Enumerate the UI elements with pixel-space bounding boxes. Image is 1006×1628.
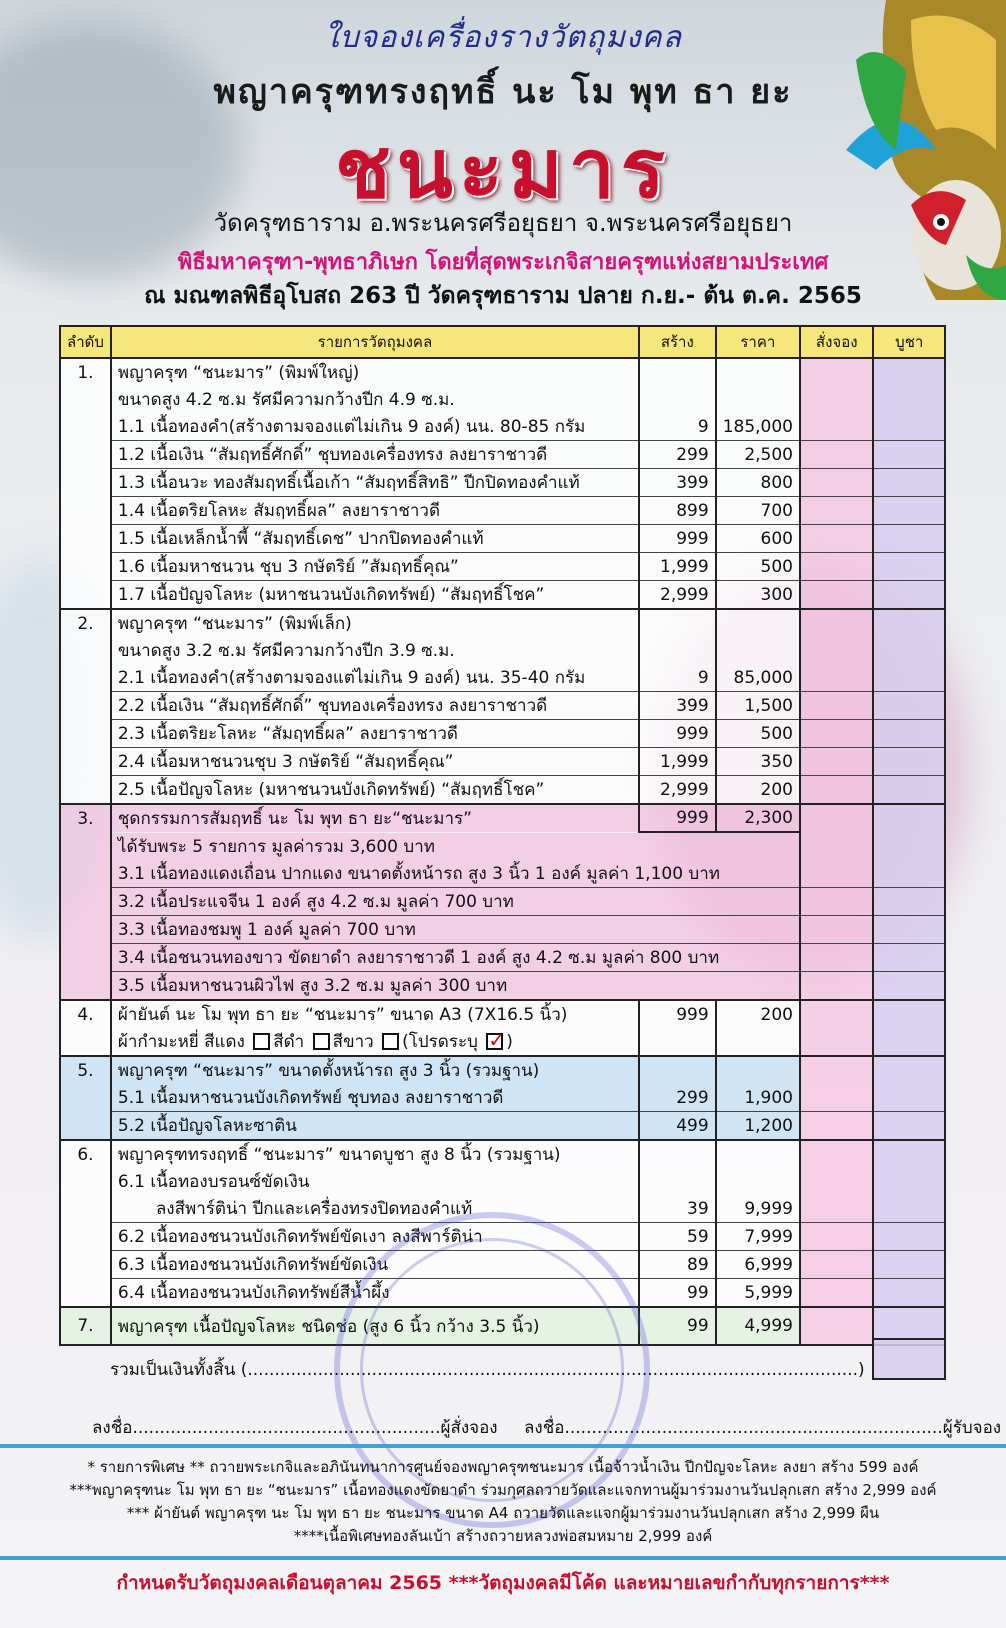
item-price: 85,000 (716, 664, 800, 692)
order-cell[interactable] (800, 441, 873, 469)
item-label: 3.3 เนื้อทองชมพู 1 องค์ มูลค่า 700 บาท (111, 916, 800, 944)
item-label: 2.5 เนื้อปัญจโลหะ (มหาชนวนบังเกิดทรัพย์) “สัมฤทธิ์โชค” (111, 776, 639, 805)
item-qty: 399 (639, 469, 716, 497)
table-row (60, 413, 945, 441)
table-row (60, 888, 945, 916)
puja-cell[interactable] (873, 413, 945, 441)
item-price: 185,000 (716, 413, 800, 441)
item-price: 350 (716, 748, 800, 776)
table-row (60, 916, 945, 944)
item-qty: 2,999 (639, 776, 716, 805)
puja-cell[interactable] (873, 832, 945, 860)
table-row (60, 944, 945, 972)
order-cell[interactable] (800, 776, 873, 805)
item-price: 7,999 (716, 1223, 800, 1251)
deadline-text: กำหนดรับวัตถุมงคลเดือนตุลาคม 2565 ***วัตถุมงคลมีโค้ด และหมายเลขกำกับทุกรายการ*** (116, 1572, 890, 1594)
table-row (60, 832, 945, 860)
item-price: 200 (716, 776, 800, 805)
order-cell[interactable] (800, 1307, 873, 1345)
order-cell[interactable] (800, 664, 873, 692)
item-label: 6.4 เนื้อทองชนวนบังเกิดทรัพย์สีน้ำผึ้ง (111, 1279, 639, 1308)
section-title: พญาครุฑทรงฤทธิ์ “ชนะมาร” ขนาดบูชา สูง 8 นิ้ว (รวมฐาน) (111, 1140, 639, 1168)
puja-cell[interactable] (873, 692, 945, 720)
puja-cell[interactable] (873, 1140, 945, 1168)
item-qty: 399 (639, 692, 716, 720)
item-label: 1.4 เนื้อตริยโลหะ สัมฤทธิ์ผล” ลงยาราชาวดี (111, 497, 639, 525)
section-number: 5. (60, 1056, 111, 1084)
checkbox-red[interactable] (253, 1033, 270, 1050)
table-row (60, 692, 945, 720)
note-line: ****เนื้อพิเศษทองลันเบ้า สร้างถวายหลวงพ่อสมหมาย 2,999 องค์ (293, 1527, 713, 1545)
table-row (60, 664, 945, 692)
puja-cell[interactable] (873, 497, 945, 525)
puja-cell[interactable] (873, 776, 945, 805)
order-cell[interactable] (800, 804, 873, 832)
puja-cell[interactable] (873, 1056, 945, 1084)
puja-cell[interactable] (873, 525, 945, 553)
item-price: 2,300 (716, 804, 800, 832)
item-qty: 99 (639, 1307, 716, 1345)
table-row (60, 972, 945, 1001)
puja-cell[interactable] (873, 888, 945, 916)
section-title: พญาครุฑ “ชนะมาร” ขนาดตั้งหน้ารถ สูง 3 นิ้ว (รวมฐาน) (111, 1056, 639, 1084)
puja-cell[interactable] (873, 1028, 945, 1056)
item-label: 5.1 เนื้อมหาชนวนบังเกิดทรัพย์ ชุบทอง ลงยาราชาวดี (111, 1084, 639, 1112)
header-subtitle: ใบจองเครื่องรางวัตถุมงคล (323, 20, 682, 55)
item-qty: 1,999 (639, 748, 716, 776)
table-row (60, 776, 945, 805)
puja-cell[interactable] (873, 1279, 945, 1308)
divider-line (0, 1444, 1006, 1448)
table-row (60, 609, 945, 637)
item-qty: 99 (639, 1279, 716, 1308)
order-cell[interactable] (800, 1279, 873, 1308)
puja-cell[interactable] (873, 664, 945, 692)
order-cell[interactable] (800, 1140, 873, 1168)
puja-cell[interactable] (873, 553, 945, 581)
section-title: ผ้ายันต์ นะ โม พุท ธา ยะ “ชนะมาร” ขนาด A3 (7X16.5 นิ้ว) (111, 1000, 639, 1028)
item-label: 3.4 เนื้อชนวนทองขาว ขัดยาดำ ลงยาราชาวดี 1 องค์ สูง 4.2 ซ.ม มูลค่า 800 บาท (111, 944, 800, 972)
order-cell[interactable] (800, 525, 873, 553)
garuda-statue-image (816, 0, 1006, 310)
puja-cell[interactable] (873, 972, 945, 1001)
option-note-label: (โปรดระบุ (402, 1032, 478, 1052)
item-qty: 299 (639, 1084, 716, 1112)
item-label: 1.1 เนื้อทองคำ(สร้างตามจองแต่ไม่เกิน 9 องค์) นน. 80-85 กรัม (111, 413, 639, 441)
option-black-label: สีดำ (273, 1032, 305, 1052)
item-qty: 59 (639, 1223, 716, 1251)
total-amount-label: รวมเป็นเงินทั้งสิ้น (.................................................................................................................) (110, 1360, 865, 1380)
item-price: 4,999 (716, 1307, 800, 1345)
item-label: 1.2 เนื้อเงิน “สัมฤทธิ์ศักดิ์” ชุบทองเครื่องทรง ลงยาราชาวดี (111, 441, 639, 469)
table-header-row (60, 326, 945, 358)
table-row (60, 469, 945, 497)
notes-block (0, 1456, 1006, 1548)
order-cell[interactable] (800, 720, 873, 748)
item-label: 2.2 เนื้อเงิน “สัมฤทธิ์ศักดิ์” ชุบทองเครื่องทรง ลงยาราชาวดี (111, 692, 639, 720)
item-qty: 999 (639, 1000, 716, 1028)
order-cell[interactable] (800, 944, 873, 972)
item-qty: 499 (639, 1112, 716, 1141)
item-price: 1,200 (716, 1112, 800, 1141)
col-header-qty: สร้าง (639, 326, 716, 358)
header-title-line: พญาครุฑทรงฤทธิ์ นะ โม พุท ธา ยะ (213, 72, 793, 112)
section-number: 4. (60, 1000, 111, 1028)
item-price: 9,999 (716, 1195, 800, 1223)
order-cell[interactable] (800, 832, 873, 860)
item-price: 1,500 (716, 692, 800, 720)
section-size: ขนาดสูง 3.2 ซ.ม รัศมีความกว้างปีก 3.9 ซ.ม. (111, 637, 639, 664)
item-label: 6.1 เนื้อทองบรอนซ์ขัดเงิน (111, 1168, 639, 1195)
divider-line (0, 1556, 1006, 1560)
venue-text: ณ มณฑลพิธีอุโบสถ 263 ปี วัดครุฑธาราม ปลาย ก.ย.- ต้น ต.ค. 2565 (144, 283, 862, 309)
item-label: 1.5 เนื้อเหล็กน้ำพี้ “สัมฤทธิ์เดช” ปากปิดทองคำแท้ (111, 525, 639, 553)
col-header-order: สั่งจอง (800, 326, 873, 358)
item-qty: 9 (639, 413, 716, 441)
receiver-signature[interactable]: ลงชื่อ......................................................................ผู้รับจอง (524, 1418, 1002, 1438)
section-number: 1. (60, 358, 111, 386)
puja-cell[interactable] (873, 1251, 945, 1279)
order-cell[interactable] (800, 916, 873, 944)
order-cell[interactable] (800, 581, 873, 610)
order-cell[interactable] (800, 609, 873, 637)
item-label: 6.2 เนื้อทองชนวนบังเกิดทรัพย์ขัดเงา ลงสีพาร์ติน่า (111, 1223, 639, 1251)
table-row (60, 1168, 945, 1195)
item-label: 2.3 เนื้อตริยะโลหะ “สัมฤทธิ์ผล” ลงยาราชาวดี (111, 720, 639, 748)
table-row (60, 441, 945, 469)
order-cell[interactable] (800, 386, 873, 413)
puja-cell[interactable] (873, 637, 945, 664)
puja-cell[interactable] (873, 720, 945, 748)
order-cell[interactable] (800, 413, 873, 441)
item-qty: 299 (639, 441, 716, 469)
puja-cell[interactable] (873, 1000, 945, 1028)
item-label: 1.6 เนื้อมหาชนวน ชุบ 3 กษัตริย์ ”สัมฤทธิ์คุณ” (111, 553, 639, 581)
table-row (60, 525, 945, 553)
puja-cell[interactable] (873, 581, 945, 610)
item-qty: 9 (639, 664, 716, 692)
puja-cell[interactable] (873, 609, 945, 637)
item-price: 6,999 (716, 1251, 800, 1279)
color-options (111, 1028, 639, 1056)
option-end: ) (506, 1032, 513, 1052)
item-label: 3.5 เนื้อมหาชนวนผิวไฟ สูง 3.2 ซ.ม มูลค่า 300 บาท (111, 972, 800, 1001)
item-label: 6.3 เนื้อทองชนวนบังเกิดทรัพย์ขัดเงิน (111, 1251, 639, 1279)
puja-cell[interactable] (873, 804, 945, 832)
table-row (60, 497, 945, 525)
item-qty: 39 (639, 1195, 716, 1223)
item-qty: 999 (639, 804, 716, 832)
checkbox-white[interactable] (382, 1033, 399, 1050)
puja-cell[interactable] (873, 1195, 945, 1223)
option-prefix: ผ้ากำมะหยี่ สีแดง (117, 1032, 245, 1052)
order-cell[interactable] (800, 888, 873, 916)
puja-cell[interactable] (873, 916, 945, 944)
order-cell[interactable] (800, 1084, 873, 1112)
col-header-no: ลำดับ (60, 326, 111, 358)
table-row (60, 358, 945, 386)
puja-cell[interactable] (873, 1223, 945, 1251)
table-row (60, 1084, 945, 1112)
puja-cell[interactable] (873, 469, 945, 497)
section-title: พญาครุฑ “ชนะมาร” (พิมพ์เล็ก) (111, 609, 639, 637)
col-header-price: ราคา (716, 326, 800, 358)
note-line: ***พญาครุฑนะ โม พุท ธา ยะ “ชนะมาร” เนื้อทองแดงขัดยาดำ ร่วมกุศลถวายวัดและแจกทานผู้มาร่วมงานวันปลุกเสก สร้าง 2,999 องค์ (69, 1481, 937, 1499)
item-price: 5,999 (716, 1279, 800, 1308)
item-label: 1.3 เนื้อนวะ ทองสัมฤทธิ์เนื้อเก้า “สัมฤทธิ์สิทธิ” ปีกปิดทองคำแท้ (111, 469, 639, 497)
order-cell[interactable] (800, 1028, 873, 1056)
order-cell[interactable] (800, 1000, 873, 1028)
main-title: ชนะมาร (335, 121, 671, 217)
puja-cell[interactable] (873, 386, 945, 413)
section-number: 6. (60, 1140, 111, 1168)
table-row (60, 1112, 945, 1141)
order-cell[interactable] (800, 1168, 873, 1195)
order-cell[interactable] (800, 358, 873, 386)
order-cell[interactable] (800, 1112, 873, 1141)
item-qty: 1,999 (639, 553, 716, 581)
checkbox-specify[interactable] (486, 1033, 503, 1050)
section-subtitle: ได้รับพระ 5 รายการ มูลค่ารวม 3,600 บาท (111, 832, 800, 860)
order-cell[interactable] (800, 637, 873, 664)
item-price: 800 (716, 469, 800, 497)
order-cell[interactable] (800, 748, 873, 776)
order-cell[interactable] (800, 1056, 873, 1084)
table-row (60, 386, 945, 413)
col-header-item: รายการวัตถุมงคล (111, 326, 639, 358)
item-qty: 89 (639, 1251, 716, 1279)
item-qty: 2,999 (639, 581, 716, 610)
item-label: 2.4 เนื้อมหาชนวนชุบ 3 กษัตริย์ “สัมฤทธิ์คุณ” (111, 748, 639, 776)
item-qty: 999 (639, 720, 716, 748)
section-size: ขนาดสูง 4.2 ซ.ม รัศมีความกว้างปีก 4.9 ซ.ม. (111, 386, 639, 413)
item-price: 2,500 (716, 441, 800, 469)
order-cell[interactable] (800, 860, 873, 888)
table-row (60, 748, 945, 776)
section-title: ชุดกรรมการสัมฤทธิ์ นะ โม พุท ธา ยะ“ชนะมาร” (111, 804, 639, 832)
section-title: พญาครุฑ เนื้อปัญจโลหะ ชนิดช่อ (สูง 6 นิ้ว กว้าง 3.5 นิ้ว) (111, 1307, 639, 1345)
puja-cell[interactable] (873, 1084, 945, 1112)
table-row (60, 860, 945, 888)
col-header-puja: บูชา (873, 326, 945, 358)
option-white-label: สีขาว (332, 1032, 374, 1052)
orderer-signature[interactable]: ลงชื่อ.........................................................ผู้สั่งจอง (92, 1418, 498, 1438)
item-label: ลงสีพาร์ติน่า ปีกและเครื่องทรงปิดทองคำแท้ (111, 1195, 639, 1223)
section-number: 2. (60, 609, 111, 637)
order-table (59, 325, 946, 1346)
puja-cell[interactable] (873, 860, 945, 888)
order-cell[interactable] (800, 1195, 873, 1223)
order-cell[interactable] (800, 1223, 873, 1251)
table-row (60, 1028, 945, 1056)
item-price: 300 (716, 581, 800, 610)
table-row (60, 553, 945, 581)
puja-cell[interactable] (873, 944, 945, 972)
order-cell[interactable] (800, 972, 873, 1001)
item-qty: 999 (639, 525, 716, 553)
table-row (60, 1056, 945, 1084)
puja-cell[interactable] (873, 748, 945, 776)
note-line: * รายการพิเศษ ** ถวายพระเกจิและอภินันทนาการศูนย์จองพญาครุฑชนะมาร เนื้อจ้าวน้ำเงิน ปีกปัญจะโลหะ ลงยา สร้าง 599 องค์ (87, 1458, 919, 1476)
order-cell[interactable] (800, 469, 873, 497)
order-cell[interactable] (800, 1251, 873, 1279)
item-label: 3.2 เนื้อประแจจีน 1 องค์ สูง 4.2 ซ.ม มูลค่า 700 บาท (111, 888, 800, 916)
checkbox-black[interactable] (313, 1033, 330, 1050)
table-row (60, 581, 945, 610)
puja-cell[interactable] (873, 1168, 945, 1195)
item-label: 2.1 เนื้อทองคำ(สร้างตามจองแต่ไม่เกิน 9 องค์) นน. 35-40 กรัม (111, 664, 639, 692)
puja-cell[interactable] (873, 1112, 945, 1141)
item-label: 1.7 เนื้อปัญจโลหะ (มหาชนวนบังเกิดทรัพย์) “สัมฤทธิ์โชค” (111, 581, 639, 610)
order-cell[interactable] (800, 497, 873, 525)
item-qty: 899 (639, 497, 716, 525)
section-number: 3. (60, 804, 111, 832)
item-price: 600 (716, 525, 800, 553)
table-row (60, 637, 945, 664)
order-cell[interactable] (800, 692, 873, 720)
item-price: 500 (716, 553, 800, 581)
item-price: 500 (716, 720, 800, 748)
order-cell[interactable] (800, 553, 873, 581)
item-price: 1,900 (716, 1084, 800, 1112)
section-title: พญาครุฑ “ชนะมาร” (พิมพ์ใหญ่) (111, 358, 639, 386)
total-amount-box[interactable] (872, 1338, 946, 1380)
item-label: 5.2 เนื้อปัญจโลหะซาติน (111, 1112, 639, 1141)
puja-cell[interactable] (873, 358, 945, 386)
table-row (60, 1140, 945, 1168)
header (0, 0, 1006, 320)
item-label: 3.1 เนื้อทองแดงเถื่อน ปากแดง ขนาดตั้งหน้ารถ สูง 3 นิ้ว 1 องค์ มูลค่า 1,100 บาท (111, 860, 800, 888)
table-row (60, 1000, 945, 1028)
section-number: 7. (60, 1307, 111, 1345)
puja-cell[interactable] (873, 441, 945, 469)
table-row (60, 720, 945, 748)
table-row (60, 804, 945, 832)
temple-name: วัดครุฑธาราม อ.พระนครศรีอยุธยา จ.พระนครศรีอยุธยา (213, 209, 793, 237)
item-price: 700 (716, 497, 800, 525)
item-price: 200 (716, 1000, 800, 1028)
ceremony-text: พิธีมหาครุฑา-พุทธาภิเษก โดยที่สุดพระเกจิสายครุฑแห่งสยามประเทศ (177, 250, 829, 275)
note-line: *** ผ้ายันต์ พญาครุฑ นะ โม พุท ธา ยะ ชนะมาร ขนาด A4 ถวายวัดและแจกผู้มาร่วมงานวันปลุกเสก สร้าง 2,999 ผืน (126, 1504, 880, 1522)
